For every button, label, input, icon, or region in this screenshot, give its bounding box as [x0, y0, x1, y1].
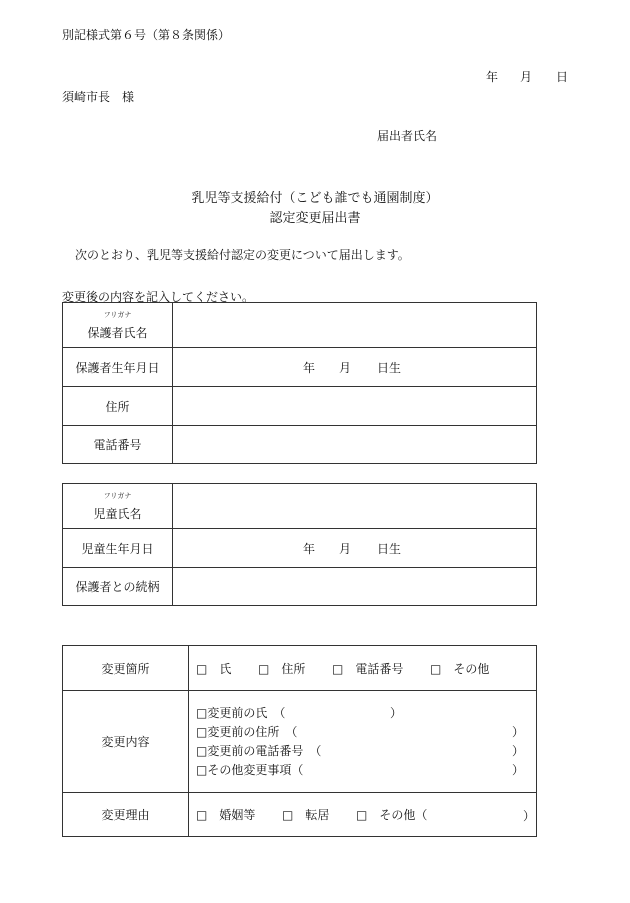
guardian-info-table [62, 302, 537, 464]
statement-text: 次のとおり、乳児等支援給付認定の変更について届出します。 [75, 248, 410, 262]
table-row [63, 387, 537, 426]
dob-year-unit: 年 [303, 360, 316, 375]
instruction-text: 変更後の内容を記入してください。 [62, 290, 255, 304]
child-name-label-cell [63, 484, 173, 529]
change-contents-label: 変更内容 [63, 691, 189, 793]
child-relation-label: 保護者との続柄 [63, 568, 173, 606]
checkbox-previous-phone[interactable]: □変更前の電話番号 （ [196, 743, 322, 758]
table-row [63, 426, 537, 464]
guardian-dob-field[interactable] [173, 348, 537, 387]
close-paren: ） [512, 762, 525, 777]
document-title-line2: 認定変更届出書 [269, 211, 361, 226]
date-year-label: 年 [486, 70, 499, 84]
addressee: 須崎市長 様 [62, 90, 135, 104]
guardian-phone-label: 電話番号 [63, 426, 173, 464]
change-location-label: 変更箇所 [63, 646, 189, 691]
table-row [63, 646, 537, 691]
dob-month-unit: 月 [339, 360, 352, 375]
table-row [63, 348, 537, 387]
list-item [196, 704, 536, 723]
guardian-address-field[interactable] [173, 387, 537, 426]
table-row [63, 568, 537, 606]
checkbox-previous-address[interactable]: □変更前の住所 （ [196, 724, 298, 739]
form-number: 別記様式第６号（第８条関係） [62, 28, 231, 42]
date-day-label: 日 [556, 70, 569, 84]
checkbox-phone[interactable]: □ 電話番号 [332, 661, 404, 676]
list-item [196, 723, 536, 742]
checkbox-other[interactable]: □ その他 [430, 661, 490, 676]
table-row [63, 484, 537, 529]
close-paren: ） [390, 705, 403, 720]
table-row [63, 793, 537, 837]
change-details-table [62, 645, 537, 837]
guardian-name-label: 保護者氏名 [87, 325, 148, 340]
dob-day-unit: 日生 [377, 360, 402, 375]
child-info-table [62, 483, 537, 606]
checkbox-surname[interactable]: □ 氏 [196, 661, 232, 676]
change-contents-options [189, 691, 537, 793]
guardian-address-label: 住所 [63, 387, 173, 426]
guardian-name-field[interactable] [173, 303, 537, 348]
table-row [63, 529, 537, 568]
guardian-phone-field[interactable] [173, 426, 537, 464]
furigana-label: フリガナ [103, 491, 132, 500]
document-title-line1: 乳児等支援給付（こども誰でも通園制度） [191, 191, 439, 206]
checkbox-address[interactable]: □ 住所 [258, 661, 306, 676]
close-paren: ） [512, 743, 525, 758]
checkbox-relocation[interactable]: □ 転居 [282, 808, 330, 822]
child-dob-field[interactable] [173, 529, 537, 568]
applicant-name-label: 届出者氏名 [377, 129, 438, 143]
child-dob-label: 児童生年月日 [63, 529, 173, 568]
change-location-options [189, 646, 537, 691]
checkbox-other-changes[interactable]: □その他変更事項（ [196, 762, 304, 777]
dob-month-unit: 月 [339, 541, 352, 556]
change-reason-options [189, 793, 537, 837]
furigana-label: フリガナ [103, 310, 132, 319]
table-row [63, 691, 537, 793]
child-name-label: 児童氏名 [93, 506, 142, 521]
change-reason-label: 変更理由 [63, 793, 189, 837]
close-paren: ） [512, 724, 525, 739]
close-paren: ） [523, 809, 536, 823]
table-row [63, 303, 537, 348]
checkbox-reason-other[interactable]: □ その他（ [356, 808, 428, 822]
child-relation-field[interactable] [173, 568, 537, 606]
child-name-field[interactable] [173, 484, 537, 529]
date-month-label: 月 [520, 70, 533, 84]
dob-day-unit: 日生 [377, 541, 402, 556]
dob-year-unit: 年 [303, 541, 316, 556]
list-item [196, 742, 536, 761]
checkbox-marriage[interactable]: □ 婚姻等 [196, 808, 256, 822]
guardian-name-label-cell [63, 303, 173, 348]
list-item [196, 761, 536, 780]
date-field [486, 68, 568, 85]
guardian-dob-label: 保護者生年月日 [63, 348, 173, 387]
checkbox-previous-surname[interactable]: □変更前の氏 （ [196, 705, 286, 720]
